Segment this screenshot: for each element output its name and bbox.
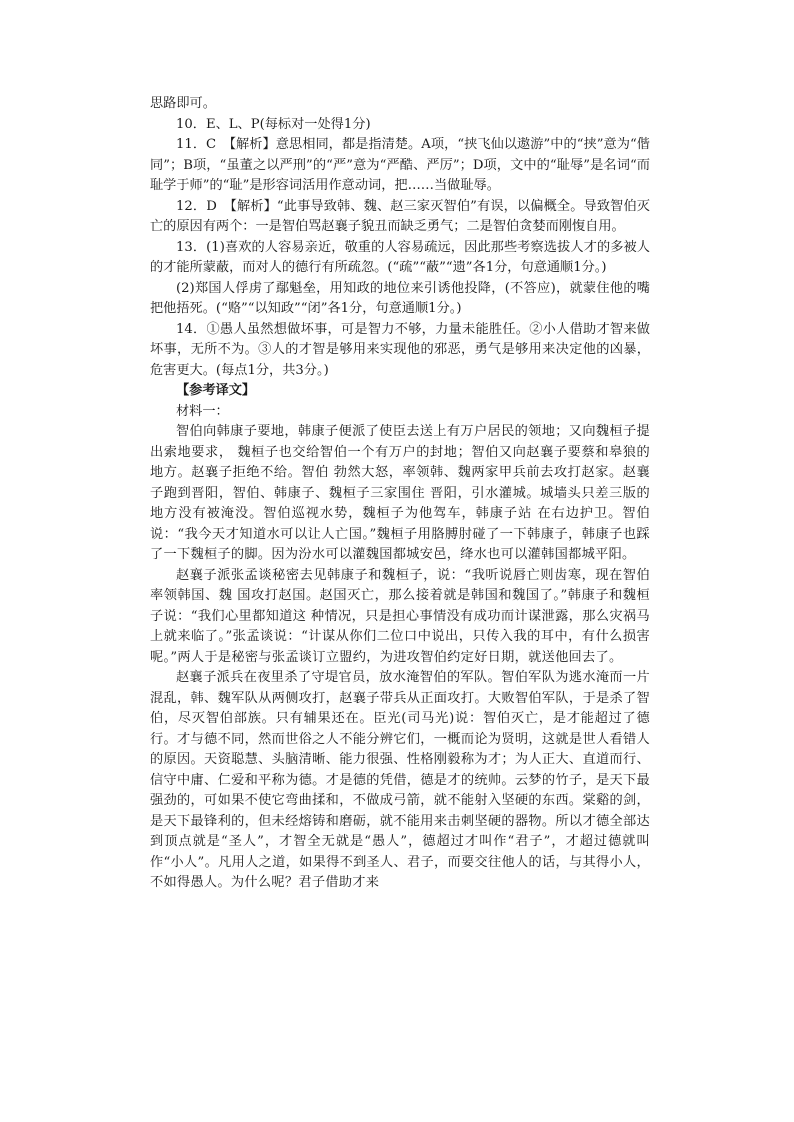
- intro-line: 思路即可。: [150, 96, 216, 111]
- translation-paragraph-3: 赵襄子派兵在夜里杀了守堤官员，放水淹智伯的军队。智伯军队为逃水淹而一片混乱，韩、魏军队从两侧攻打，赵襄子带兵从正面攻打。大败智伯军队，于是杀了智伯，尽灭智伯部族。只有辅果还在。臣光(司马光)说：智伯灭亡，是才能超过了德行。才与德不同，然而世俗之人不能分辨它们，一概而论为贤明，这就是世人看错人的原因。天资聪慧、头脑清晰、能力很强、性格刚毅称为才；为人正大、直道而行、信守中庸、仁爱和平称为德。才是德的凭借，德是才的统帅。云梦的竹子，是天下最强劲的，可如果不使它弯曲揉和，不做成弓箭，就不能射入坚硬的东西。棠谿的剑，是天下最锋利的，但未经熔铸和磨砺，就不能用来击刺坚硬的器物。所以才德全部达到顶点就是“圣人”，才智全无就是“愚人”，德超过才叫作“君子”，才超过德就叫作“小人”。凡用人之道，如果得不到圣人、君子，而要交往他人的话，与其得小人，不如得愚人。为什么呢？君子借助才来: [150, 670, 650, 890]
- answer-13-2: (2)郑国人俘虏了鄢魁垒，用知政的地位来引诱他投降，(不答应)，就蒙住他的嘴把他捂死。(“赂”“以知政”“闭”各1分，句意通顺1分。): [150, 280, 650, 316]
- answer-11: 11．C 【解析】意思相同，都是指清楚。A项，“挟飞仙以遨游”中的“挟”意为“偕同”；B项，“虽董之以严刑”的“严”意为“严酷、严厉”；D项，文中的“耻辱”是名词“而耻学于师”的“耻”是形容词活用作意动词，把……当做耻辱。: [150, 137, 650, 193]
- translation-paragraph-2: 赵襄子派张孟谈秘密去见韩康子和魏桓子，说：“我听说唇亡则齿寒，现在智伯率领韩国、魏 国攻打赵国。赵国灭亡，那么接着就是韩国和魏国了。”韩康子和魏桓子说：“我们心里都知道这 种情况，只是担心事情没有成功而计谋泄露，那么灾祸马上就来临了。”张孟谈说：“计谋从你们二位口中说出，只传入我的耳中，有什么损害呢。”两人于是秘密与张孟谈订立盟约，为进攻智伯约定好日期，就送他回去了。: [150, 567, 650, 665]
- answer-10: 10．E、L、P(每标对一处得1分): [176, 116, 371, 132]
- translation-paragraph-1: 智伯向韩康子要地，韩康子便派了使臣去送上有万户居民的领地；又向魏桓子提出索地要求， 魏桓子也交给智伯一个有万户的封地；智伯又向赵襄子要蔡和皋狼的地方。赵襄子拒绝不给。智伯 勃然大怒，率领韩、魏两家甲兵前去攻打赵家。赵襄子跑到晋阳，智伯、韩康子、魏桓子三家围住 晋阳，引水灌城。城墙头只差三版的地方没有被淹没。智伯巡视水势，魏桓子为他驾车，韩康子站 在右边护卫。智伯说：“我今天才知道水可以让人亡国。”魏桓子用胳膊肘碰了一下韩康子，韩康子也踩了一下魏桓子的脚。因为汾水可以灌魏国都城安邑，绛水也可以灌韩国都城平阳。: [150, 424, 650, 562]
- answer-13-1: 13．(1)喜欢的人容易亲近，敬重的人容易疏远，因此那些考察选拔人才的多被人的才能所蒙蔽，而对人的德行有所疏忽。(“疏”“蔽”“遗”各1分，句意通顺1分。): [150, 239, 650, 275]
- material-label: 材料一：: [176, 403, 229, 419]
- document-page: [150, 94, 650, 894]
- answer-14: 14．①愚人虽然想做坏事，可是智力不够，力量未能胜任。②小人借助才智来做坏事，无所不为。③人的才智是够用来实现他的邪恶，勇气是够用来决定他的凶暴，危害更大。(每点1分，共3分。): [150, 321, 650, 378]
- reference-translation-heading: 【参考译文】: [176, 383, 256, 398]
- answer-12: 12．D 【解析】“此事导致韩、魏、赵三家灭智伯”有误，以偏概全。导致智伯灭亡的原因有两个：一是智伯骂赵襄子貌丑而缺乏勇气；二是智伯贪婪而刚愎自用。: [150, 198, 650, 234]
